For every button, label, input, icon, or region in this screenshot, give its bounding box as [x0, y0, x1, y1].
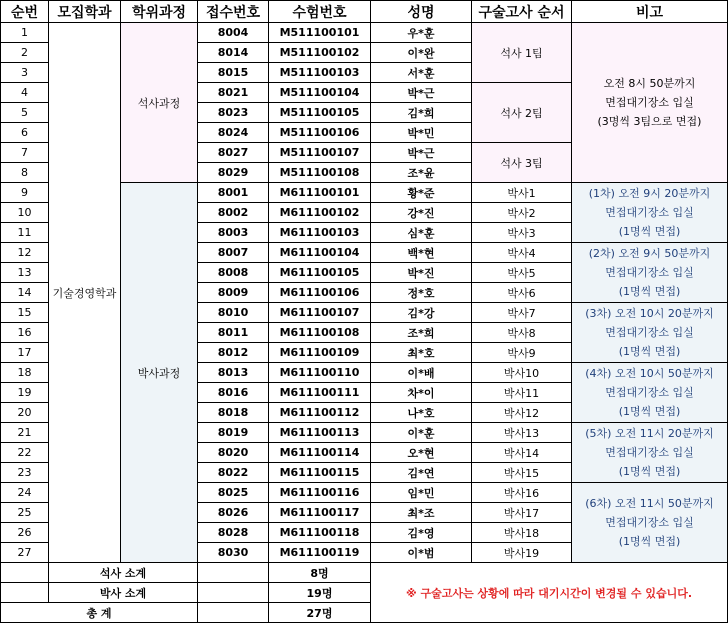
registration-no-cell: 8015	[198, 63, 269, 83]
registration-no-cell: 8025	[198, 483, 269, 503]
doctoral-subtotal-label: 박사 소계	[49, 583, 198, 603]
oral-order-cell: 박사6	[472, 283, 572, 303]
oral-order-cell: 박사12	[472, 403, 572, 423]
name-cell: 이*배	[371, 363, 472, 383]
name-cell: 황*준	[371, 183, 472, 203]
exam-no-cell: M611100116	[269, 483, 371, 503]
remark-line: 면접대기장소 입실	[605, 206, 694, 219]
oral-order-cell: 박사2	[472, 203, 572, 223]
header-seq: 순번	[1, 1, 49, 23]
remark-line: (1명씩 면접)	[618, 225, 681, 238]
masters-remark-cell	[572, 23, 728, 183]
remark-line: (2차) 오전 9시 50분까지	[588, 247, 711, 260]
registration-no-cell: 8018	[198, 403, 269, 423]
doctoral-degree-cell: 박사과정	[121, 183, 198, 563]
name-cell: 김*희	[371, 103, 472, 123]
oral-order-cell: 박사4	[472, 243, 572, 263]
exam-no-cell: M611100113	[269, 423, 371, 443]
total-value: 27명	[269, 603, 371, 623]
seq-cell: 10	[1, 203, 49, 223]
exam-no-cell: M511100107	[269, 143, 371, 163]
registration-no-cell: 8009	[198, 283, 269, 303]
registration-no-cell: 8012	[198, 343, 269, 363]
exam-no-cell: M611100110	[269, 363, 371, 383]
doctoral-remark-cell	[572, 243, 728, 303]
remark-line: (6차) 오전 11시 50분까지	[585, 497, 714, 510]
name-cell: 나*호	[371, 403, 472, 423]
header-oral-order: 구술고사 순서	[472, 1, 572, 23]
name-cell: 서*훈	[371, 63, 472, 83]
exam-no-cell: M511100108	[269, 163, 371, 183]
summary-blank-cell	[1, 563, 49, 583]
remark-line: (4차) 오전 10시 50분까지	[585, 367, 714, 380]
remark-line: 면접대기장소 입실	[605, 96, 694, 109]
name-cell: 백*현	[371, 243, 472, 263]
name-cell: 최*조	[371, 503, 472, 523]
exam-no-cell: M611100103	[269, 223, 371, 243]
exam-no-cell: M511100105	[269, 103, 371, 123]
registration-no-cell: 8002	[198, 203, 269, 223]
oral-order-cell: 박사13	[472, 423, 572, 443]
registration-no-cell: 8026	[198, 503, 269, 523]
exam-no-cell: M611100114	[269, 443, 371, 463]
exam-no-cell: M611100108	[269, 323, 371, 343]
registration-no-cell: 8029	[198, 163, 269, 183]
name-cell: 박*근	[371, 143, 472, 163]
remark-line: 면접대기장소 입실	[605, 386, 694, 399]
name-cell: 임*민	[371, 483, 472, 503]
name-cell: 우*훈	[371, 23, 472, 43]
oral-order-cell: 박사3	[472, 223, 572, 243]
name-cell: 조*윤	[371, 163, 472, 183]
summary-blank-cell	[1, 583, 49, 603]
remark-line: 면접대기장소 입실	[605, 326, 694, 339]
registration-no-cell: 8016	[198, 383, 269, 403]
registration-no-cell: 8021	[198, 83, 269, 103]
registration-no-cell: 8014	[198, 43, 269, 63]
oral-order-cell: 박사5	[472, 263, 572, 283]
seq-cell: 8	[1, 163, 49, 183]
doctoral-subtotal-value: 19명	[269, 583, 371, 603]
remark-line: (1명씩 면접)	[618, 535, 681, 548]
remark-line: (3명씩 3팀으로 면접)	[597, 115, 702, 128]
doctoral-remark-cell	[572, 483, 728, 563]
name-cell: 김*연	[371, 463, 472, 483]
registration-no-cell: 8013	[198, 363, 269, 383]
registration-no-cell: 8022	[198, 463, 269, 483]
remark-line: 면접대기장소 입실	[605, 516, 694, 529]
oral-order-cell: 박사7	[472, 303, 572, 323]
oral-order-cell: 박사14	[472, 443, 572, 463]
seq-cell: 5	[1, 103, 49, 123]
registration-no-cell: 8004	[198, 23, 269, 43]
seq-cell: 16	[1, 323, 49, 343]
masters-degree-cell: 석사과정	[121, 23, 198, 183]
doctoral-remark-cell	[572, 303, 728, 363]
registration-no-cell: 8010	[198, 303, 269, 323]
header-exam-no: 수험번호	[269, 1, 371, 23]
name-cell: 김*영	[371, 523, 472, 543]
summary-blank-cell	[198, 603, 269, 623]
registration-no-cell: 8001	[198, 183, 269, 203]
exam-no-cell: M611100107	[269, 303, 371, 323]
exam-no-cell: M511100101	[269, 23, 371, 43]
seq-cell: 9	[1, 183, 49, 203]
seq-cell: 14	[1, 283, 49, 303]
header-name: 성명	[371, 1, 472, 23]
oral-order-cell: 박사11	[472, 383, 572, 403]
name-cell: 차*이	[371, 383, 472, 403]
header-row	[1, 1, 728, 23]
masters-team-cell: 석사 3팀	[472, 143, 572, 183]
exam-no-cell: M611100119	[269, 543, 371, 563]
summary-row-masters	[1, 563, 728, 583]
seq-cell: 15	[1, 303, 49, 323]
exam-no-cell: M611100102	[269, 203, 371, 223]
doctoral-remark-cell	[572, 363, 728, 423]
name-cell: 이*범	[371, 543, 472, 563]
remark-line: (1명씩 면접)	[618, 465, 681, 478]
summary-blank-cell	[198, 563, 269, 583]
seq-cell: 7	[1, 143, 49, 163]
remark-line: (1명씩 면접)	[618, 405, 681, 418]
exam-no-cell: M611100118	[269, 523, 371, 543]
remark-line: (1명씩 면접)	[618, 285, 681, 298]
warning-note: ※ 구술고사는 상황에 따라 대기시간이 변경될 수 있습니다.	[371, 563, 728, 623]
remark-line: (1차) 오전 9시 20분까지	[588, 187, 711, 200]
name-cell: 최*호	[371, 343, 472, 363]
seq-cell: 2	[1, 43, 49, 63]
remark-line: 면접대기장소 입실	[605, 446, 694, 459]
oral-order-cell: 박사8	[472, 323, 572, 343]
exam-no-cell: M611100111	[269, 383, 371, 403]
seq-cell: 6	[1, 123, 49, 143]
exam-no-cell: M511100104	[269, 83, 371, 103]
exam-no-cell: M511100103	[269, 63, 371, 83]
registration-no-cell: 8023	[198, 103, 269, 123]
masters-subtotal-label: 석사 소계	[49, 563, 198, 583]
name-cell: 김*강	[371, 303, 472, 323]
exam-no-cell: M611100117	[269, 503, 371, 523]
name-cell: 이*완	[371, 43, 472, 63]
registration-no-cell: 8011	[198, 323, 269, 343]
oral-order-cell: 박사10	[472, 363, 572, 383]
total-label: 총 계	[1, 603, 198, 623]
seq-cell: 20	[1, 403, 49, 423]
name-cell: 정*호	[371, 283, 472, 303]
remark-line: (3차) 오전 10시 20분까지	[585, 307, 714, 320]
remark-line: 오전 8시 50분까지	[603, 77, 696, 90]
oral-order-cell: 박사1	[472, 183, 572, 203]
exam-no-cell: M611100105	[269, 263, 371, 283]
header-department: 모집학과	[49, 1, 121, 23]
seq-cell: 25	[1, 503, 49, 523]
name-cell: 박*근	[371, 83, 472, 103]
name-cell: 강*진	[371, 203, 472, 223]
department-cell: 기술경영학과	[49, 23, 121, 563]
doctoral-remark-cell	[572, 183, 728, 243]
exam-no-cell: M611100112	[269, 403, 371, 423]
registration-no-cell: 8020	[198, 443, 269, 463]
remark-line: 면접대기장소 입실	[605, 266, 694, 279]
name-cell: 오*현	[371, 443, 472, 463]
exam-no-cell: M611100109	[269, 343, 371, 363]
seq-cell: 18	[1, 363, 49, 383]
doctoral-remark-cell	[572, 423, 728, 483]
exam-no-cell: M611100115	[269, 463, 371, 483]
name-cell: 심*훈	[371, 223, 472, 243]
registration-no-cell: 8019	[198, 423, 269, 443]
header-degree: 학위과정	[121, 1, 198, 23]
exam-no-cell: M511100106	[269, 123, 371, 143]
seq-cell: 3	[1, 63, 49, 83]
name-cell: 조*희	[371, 323, 472, 343]
oral-order-cell: 박사19	[472, 543, 572, 563]
header-remarks: 비고	[572, 1, 728, 23]
masters-subtotal-value: 8명	[269, 563, 371, 583]
seq-cell: 21	[1, 423, 49, 443]
seq-cell: 1	[1, 23, 49, 43]
registration-no-cell: 8030	[198, 543, 269, 563]
seq-cell: 27	[1, 543, 49, 563]
exam-no-cell: M611100106	[269, 283, 371, 303]
remark-line: (1명씩 면접)	[618, 345, 681, 358]
registration-no-cell: 8008	[198, 263, 269, 283]
header-registration-no: 접수번호	[198, 1, 269, 23]
registration-no-cell: 8007	[198, 243, 269, 263]
seq-cell: 12	[1, 243, 49, 263]
seq-cell: 17	[1, 343, 49, 363]
oral-order-cell: 박사17	[472, 503, 572, 523]
name-cell: 박*진	[371, 263, 472, 283]
seq-cell: 13	[1, 263, 49, 283]
exam-no-cell: M611100101	[269, 183, 371, 203]
oral-order-cell: 박사18	[472, 523, 572, 543]
seq-cell: 22	[1, 443, 49, 463]
registration-no-cell: 8003	[198, 223, 269, 243]
oral-order-cell: 박사9	[472, 343, 572, 363]
registration-no-cell: 8024	[198, 123, 269, 143]
oral-order-cell: 박사15	[472, 463, 572, 483]
masters-team-cell: 석사 1팀	[472, 23, 572, 83]
seq-cell: 23	[1, 463, 49, 483]
seq-cell: 4	[1, 83, 49, 103]
seq-cell: 26	[1, 523, 49, 543]
remark-line: (5차) 오전 11시 20분까지	[585, 427, 714, 440]
name-cell: 이*훈	[371, 423, 472, 443]
seq-cell: 19	[1, 383, 49, 403]
table-row	[1, 23, 728, 43]
seq-cell: 24	[1, 483, 49, 503]
registration-no-cell: 8028	[198, 523, 269, 543]
oral-order-cell: 박사16	[472, 483, 572, 503]
masters-team-cell: 석사 2팀	[472, 83, 572, 143]
summary-blank-cell	[198, 583, 269, 603]
exam-no-cell: M511100102	[269, 43, 371, 63]
name-cell: 박*민	[371, 123, 472, 143]
exam-no-cell: M611100104	[269, 243, 371, 263]
seq-cell: 11	[1, 223, 49, 243]
registration-no-cell: 8027	[198, 143, 269, 163]
